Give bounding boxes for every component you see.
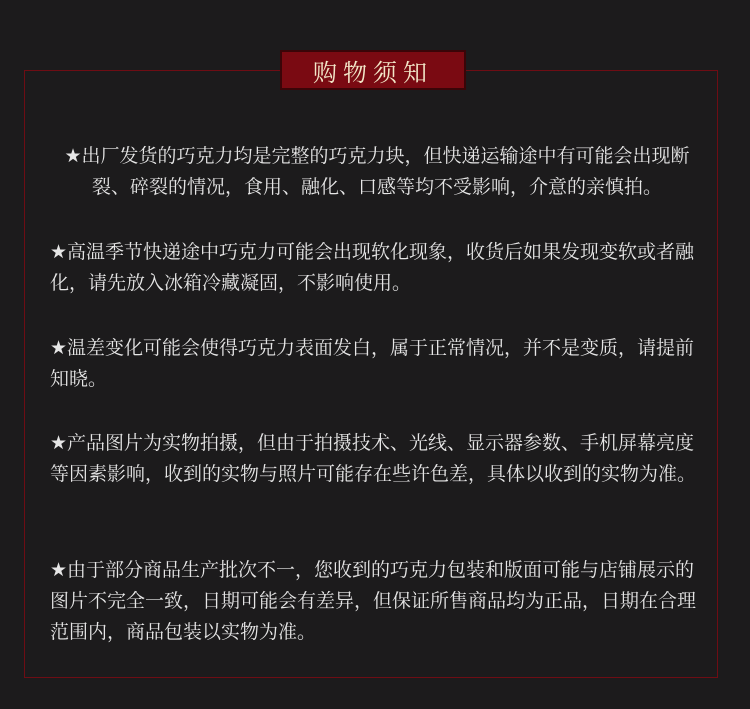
title-banner [280,50,466,90]
notice-item-4: ★产品图片为实物拍摄，但由于拍摄技术、光线、显示器参数、手机屏幕亮度等因素影响，收到的实物与照片可能存在些许色差，具体以收到的实物为准。 [50,432,697,485]
notice-item-5: ★由于部分商品生产批次不一，您收到的巧克力包装和版面可能与店铺展示的图片不完全一致，日期可能会有差异，但保证所售商品均为正品，日期在合理范围内，商品包装以实物为准。 [50,559,697,643]
notice-item-1: ★出厂发货的巧克力均是完整的巧克力块，但快递运输途中有可能会出现断裂、碎裂的情况，食用、融化、口感等均不受影响，介意的亲慎拍。 [64,145,690,198]
notice-item-3: ★温差变化可能会使得巧克力表面发白，属于正常情况，并不是变质，请提前知晓。 [50,337,695,390]
page-title: 购物须知 [313,58,433,87]
notice-item-2: ★高温季节快递途中巧克力可能会出现软化现象，收货后如果发现变软或者融化，请先放入冰箱冷藏凝固，不影响使用。 [50,241,695,294]
